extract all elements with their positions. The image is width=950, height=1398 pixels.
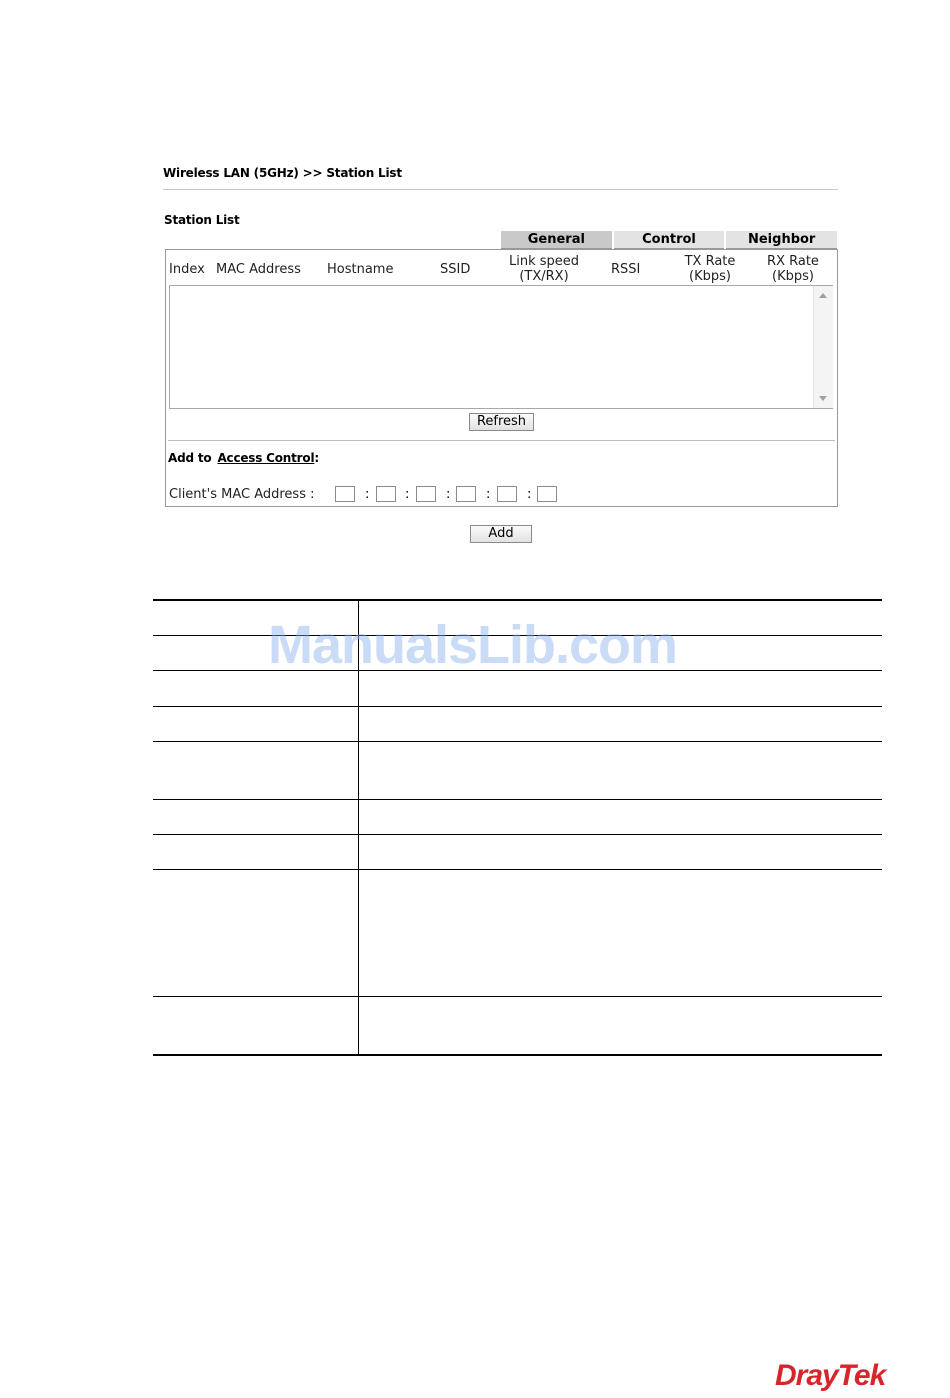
add-to-access-control	[168, 451, 319, 465]
breadcrumb-divider	[163, 189, 838, 190]
table-row-divider	[153, 869, 882, 870]
scroll-down-icon[interactable]	[819, 396, 827, 401]
column-header-tx-rate	[680, 254, 740, 284]
column-header-rx-rate-line2: (Kbps)	[772, 269, 814, 284]
mac-octet-6-input[interactable]	[537, 486, 557, 502]
watermark: ManualsLib.com	[268, 615, 678, 675]
scroll-up-icon[interactable]	[819, 293, 827, 298]
column-header-hostname: Hostname	[327, 262, 394, 277]
column-header-mac: MAC Address	[216, 262, 301, 277]
column-header-rx-rate-line1: RX Rate	[767, 254, 819, 269]
column-header-link-speed-line1: Link speed	[508, 254, 580, 269]
breadcrumb: Wireless LAN (5GHz) >> Station List	[163, 166, 402, 180]
mac-octet-1-input[interactable]	[335, 486, 355, 502]
page-title: Station List	[164, 213, 240, 227]
listbox-scrollbar[interactable]	[813, 286, 833, 408]
mac-separator: :	[446, 487, 451, 502]
mac-separator: :	[405, 487, 410, 502]
table-row-divider	[153, 834, 882, 835]
tab-neighbor[interactable]: Neighbor	[726, 231, 837, 249]
column-header-link-speed	[504, 254, 584, 284]
mac-separator: :	[365, 487, 370, 502]
station-listbox[interactable]	[169, 285, 833, 409]
mac-address-label: Client's MAC Address :	[169, 487, 315, 502]
column-header-rssi: RSSI	[611, 262, 641, 277]
mac-octet-2-input[interactable]	[376, 486, 396, 502]
table-bottom-border	[153, 1054, 882, 1056]
table-row-divider	[153, 741, 882, 742]
column-header-ssid: SSID	[440, 262, 471, 277]
table-row-divider	[153, 706, 882, 707]
add-to-prefix: Add to	[168, 451, 212, 465]
column-header-tx-rate-line2: (Kbps)	[689, 269, 731, 284]
mac-octet-4-input[interactable]	[456, 486, 476, 502]
tab-control[interactable]: Control	[614, 231, 725, 249]
table-row-divider	[153, 799, 882, 800]
add-to-suffix: :	[314, 451, 319, 465]
mac-separator: :	[527, 487, 532, 502]
column-header-link-speed-line2: (TX/RX)	[519, 269, 569, 284]
tab-general[interactable]: General	[501, 231, 612, 249]
column-header-index: Index	[169, 262, 205, 277]
mac-octet-3-input[interactable]	[416, 486, 436, 502]
mac-octet-5-input[interactable]	[497, 486, 517, 502]
mac-separator: :	[486, 487, 491, 502]
add-button[interactable]: Add	[470, 525, 532, 543]
table-top-border	[153, 599, 882, 601]
refresh-button[interactable]: Refresh	[469, 413, 534, 431]
table-row-divider	[153, 996, 882, 997]
tab-bar	[501, 231, 837, 249]
column-header-rx-rate	[763, 254, 823, 284]
panel-divider	[168, 440, 835, 441]
access-control-link[interactable]: Access Control	[217, 451, 315, 465]
column-header-tx-rate-line1: TX Rate	[684, 254, 736, 269]
draytek-logo: DrayTek	[775, 1359, 886, 1392]
